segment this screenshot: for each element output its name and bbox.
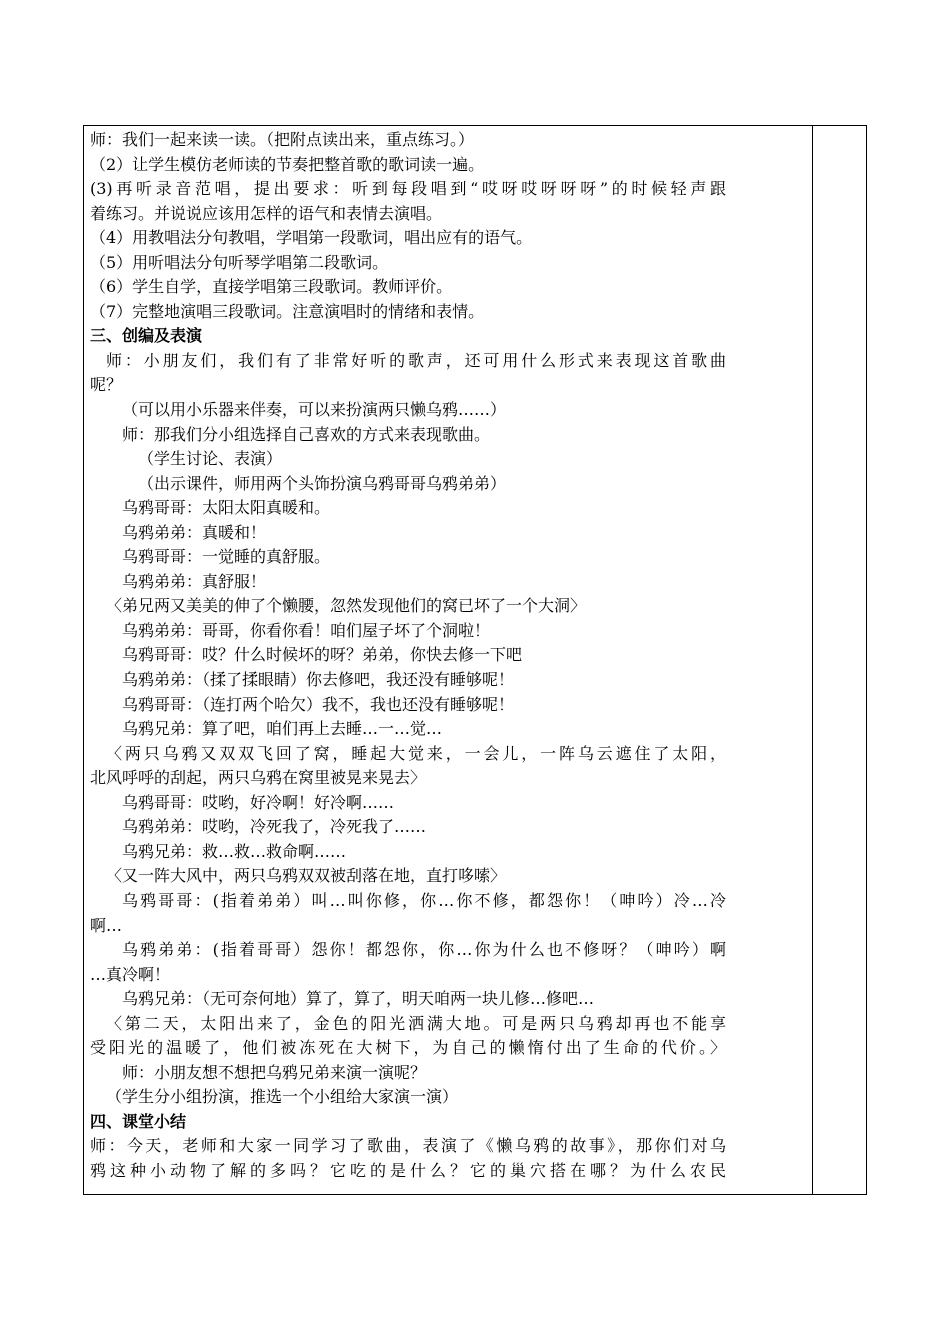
lesson-table <box>83 125 867 1195</box>
text-line: 师：今天，老师和大家一同学习了歌曲，表演了《懒乌鸦的故事》，那你们对乌 <box>90 1136 726 1156</box>
text-line: （5）用听唱法分句听琴学唱第二段歌词。 <box>90 252 389 272</box>
text-line: 乌鸦哥哥：哎哟，好冷啊！好冷啊…… <box>122 792 395 812</box>
text-line: 北风呼呼的刮起，两只乌鸦在窝里被晃来晃去〉 <box>90 768 427 788</box>
text-line: 乌鸦弟弟：哎哟，冷死我了，冷死我了…… <box>122 817 427 837</box>
text-line: （出示课件，师用两个头饰扮演乌鸦哥哥乌鸦弟弟） <box>138 473 507 493</box>
text-line: 乌鸦哥哥：(指着弟弟）叫…叫你修，你…你不修，都怨你！（呻吟）冷…冷 <box>122 890 726 910</box>
text-line: （2）让学生模仿老师读的节奏把整首歌的歌词读一遍。 <box>90 154 485 174</box>
text-line: 乌鸦哥哥：（连打两个哈欠）我不，我也还没有睡够呢！ <box>122 694 515 714</box>
section-heading: 三、创编及表演 <box>90 326 203 346</box>
text-line: 乌鸦哥哥：一觉睡的真舒服。 <box>122 547 331 567</box>
text-line: 〈第二天，太阳出来了，金色的阳光洒满大地。可是两只乌鸦却再也不能享 <box>106 1013 726 1033</box>
lesson-content <box>90 128 726 1184</box>
text-line: 乌鸦弟弟：真暖和！ <box>122 522 267 542</box>
column-divider <box>812 126 813 1194</box>
text-line: 着练习。并说说应该用怎样的语气和表情去演唱。 <box>90 203 443 223</box>
text-line: （7）完整地演唱三段歌词。注意演唱时的情绪和表情。 <box>90 301 485 321</box>
text-line: 乌鸦弟弟：哥哥，你看你看！咱们屋子坏了个洞啦！ <box>122 620 491 640</box>
text-line: 〈弟兄两又美美的伸了个懒腰，忽然发现他们的窝已坏了一个大洞〉 <box>106 596 587 616</box>
text-line: 师：小朋友想不想把乌鸦兄弟来演一演呢？ <box>122 1062 427 1082</box>
text-line: 乌鸦兄弟：算了吧，咱们再上去睡…一…觉… <box>122 719 443 739</box>
text-line: 呢？ <box>90 375 123 395</box>
text-line: 乌鸦弟弟：真舒服！ <box>122 571 267 591</box>
text-line: （学生分小组扮演，推选一个小组给大家演一演） <box>106 1087 459 1107</box>
text-line: 鸦这种小动物了解的多吗？它吃的是什么？它的巢穴搭在哪？为什么农民 <box>90 1160 726 1180</box>
text-line: 〈两只乌鸦又双双飞回了窝，睡起大觉来，一会儿，一阵乌云遮住了太阳， <box>106 743 726 763</box>
text-line: 师：小朋友们，我们有了非常好听的歌声，还可用什么形式来表现这首歌曲 <box>106 350 726 370</box>
text-line: （学生讨论、表演） <box>138 449 283 469</box>
text-line: （6）学生自学，直接学唱第三段歌词。教师评价。 <box>90 277 453 297</box>
text-line: 乌鸦兄弟：（无可奈何地）算了，算了，明天咱两一块儿修…修吧… <box>122 989 595 1009</box>
text-line: 〈又一阵大风中，两只乌鸦双双被刮落在地，直打哆嗦〉 <box>106 866 507 886</box>
text-line: （4）用教唱法分句教唱，学唱第一段歌词，唱出应有的语气。 <box>90 228 533 248</box>
text-line: 师：我们一起来读一读。（把附点读出来，重点练习。） <box>90 130 475 149</box>
text-line: …真冷啊！ <box>90 964 171 984</box>
text-line: （可以用小乐器来伴奏，可以来扮演两只懒乌鸦……） <box>122 400 507 420</box>
text-line: 乌鸦弟弟：(指着哥哥）怨你！都怨你，你…你为什么也不修呀？（呻吟）啊 <box>122 940 726 960</box>
text-line: 师：那我们分小组选择自己喜欢的方式来表现歌曲。 <box>122 424 491 444</box>
text-line: 乌鸦兄弟：救…救…救命啊…… <box>122 841 347 861</box>
text-line: 乌鸦弟弟：（揉了揉眼睛）你去修吧，我还没有睡够呢！ <box>122 670 515 690</box>
section-heading: 四、课堂小结 <box>90 1111 187 1131</box>
text-line: (3)再听录音范唱，提出要求：听到每段唱到“哎呀哎呀呀呀”的时候轻声跟 <box>90 179 726 199</box>
text-line: 啊… <box>90 915 123 935</box>
text-line: 乌鸦哥哥：太阳太阳真暖和。 <box>122 498 331 518</box>
text-line: 乌鸦哥哥：哎？什么时候坏的呀？弟弟，你快去修一下吧 <box>122 645 523 665</box>
text-line: 受阳光的温暖了，他们被冻死在大树下，为自己的懒惰付出了生命的代价。〉 <box>90 1038 726 1058</box>
